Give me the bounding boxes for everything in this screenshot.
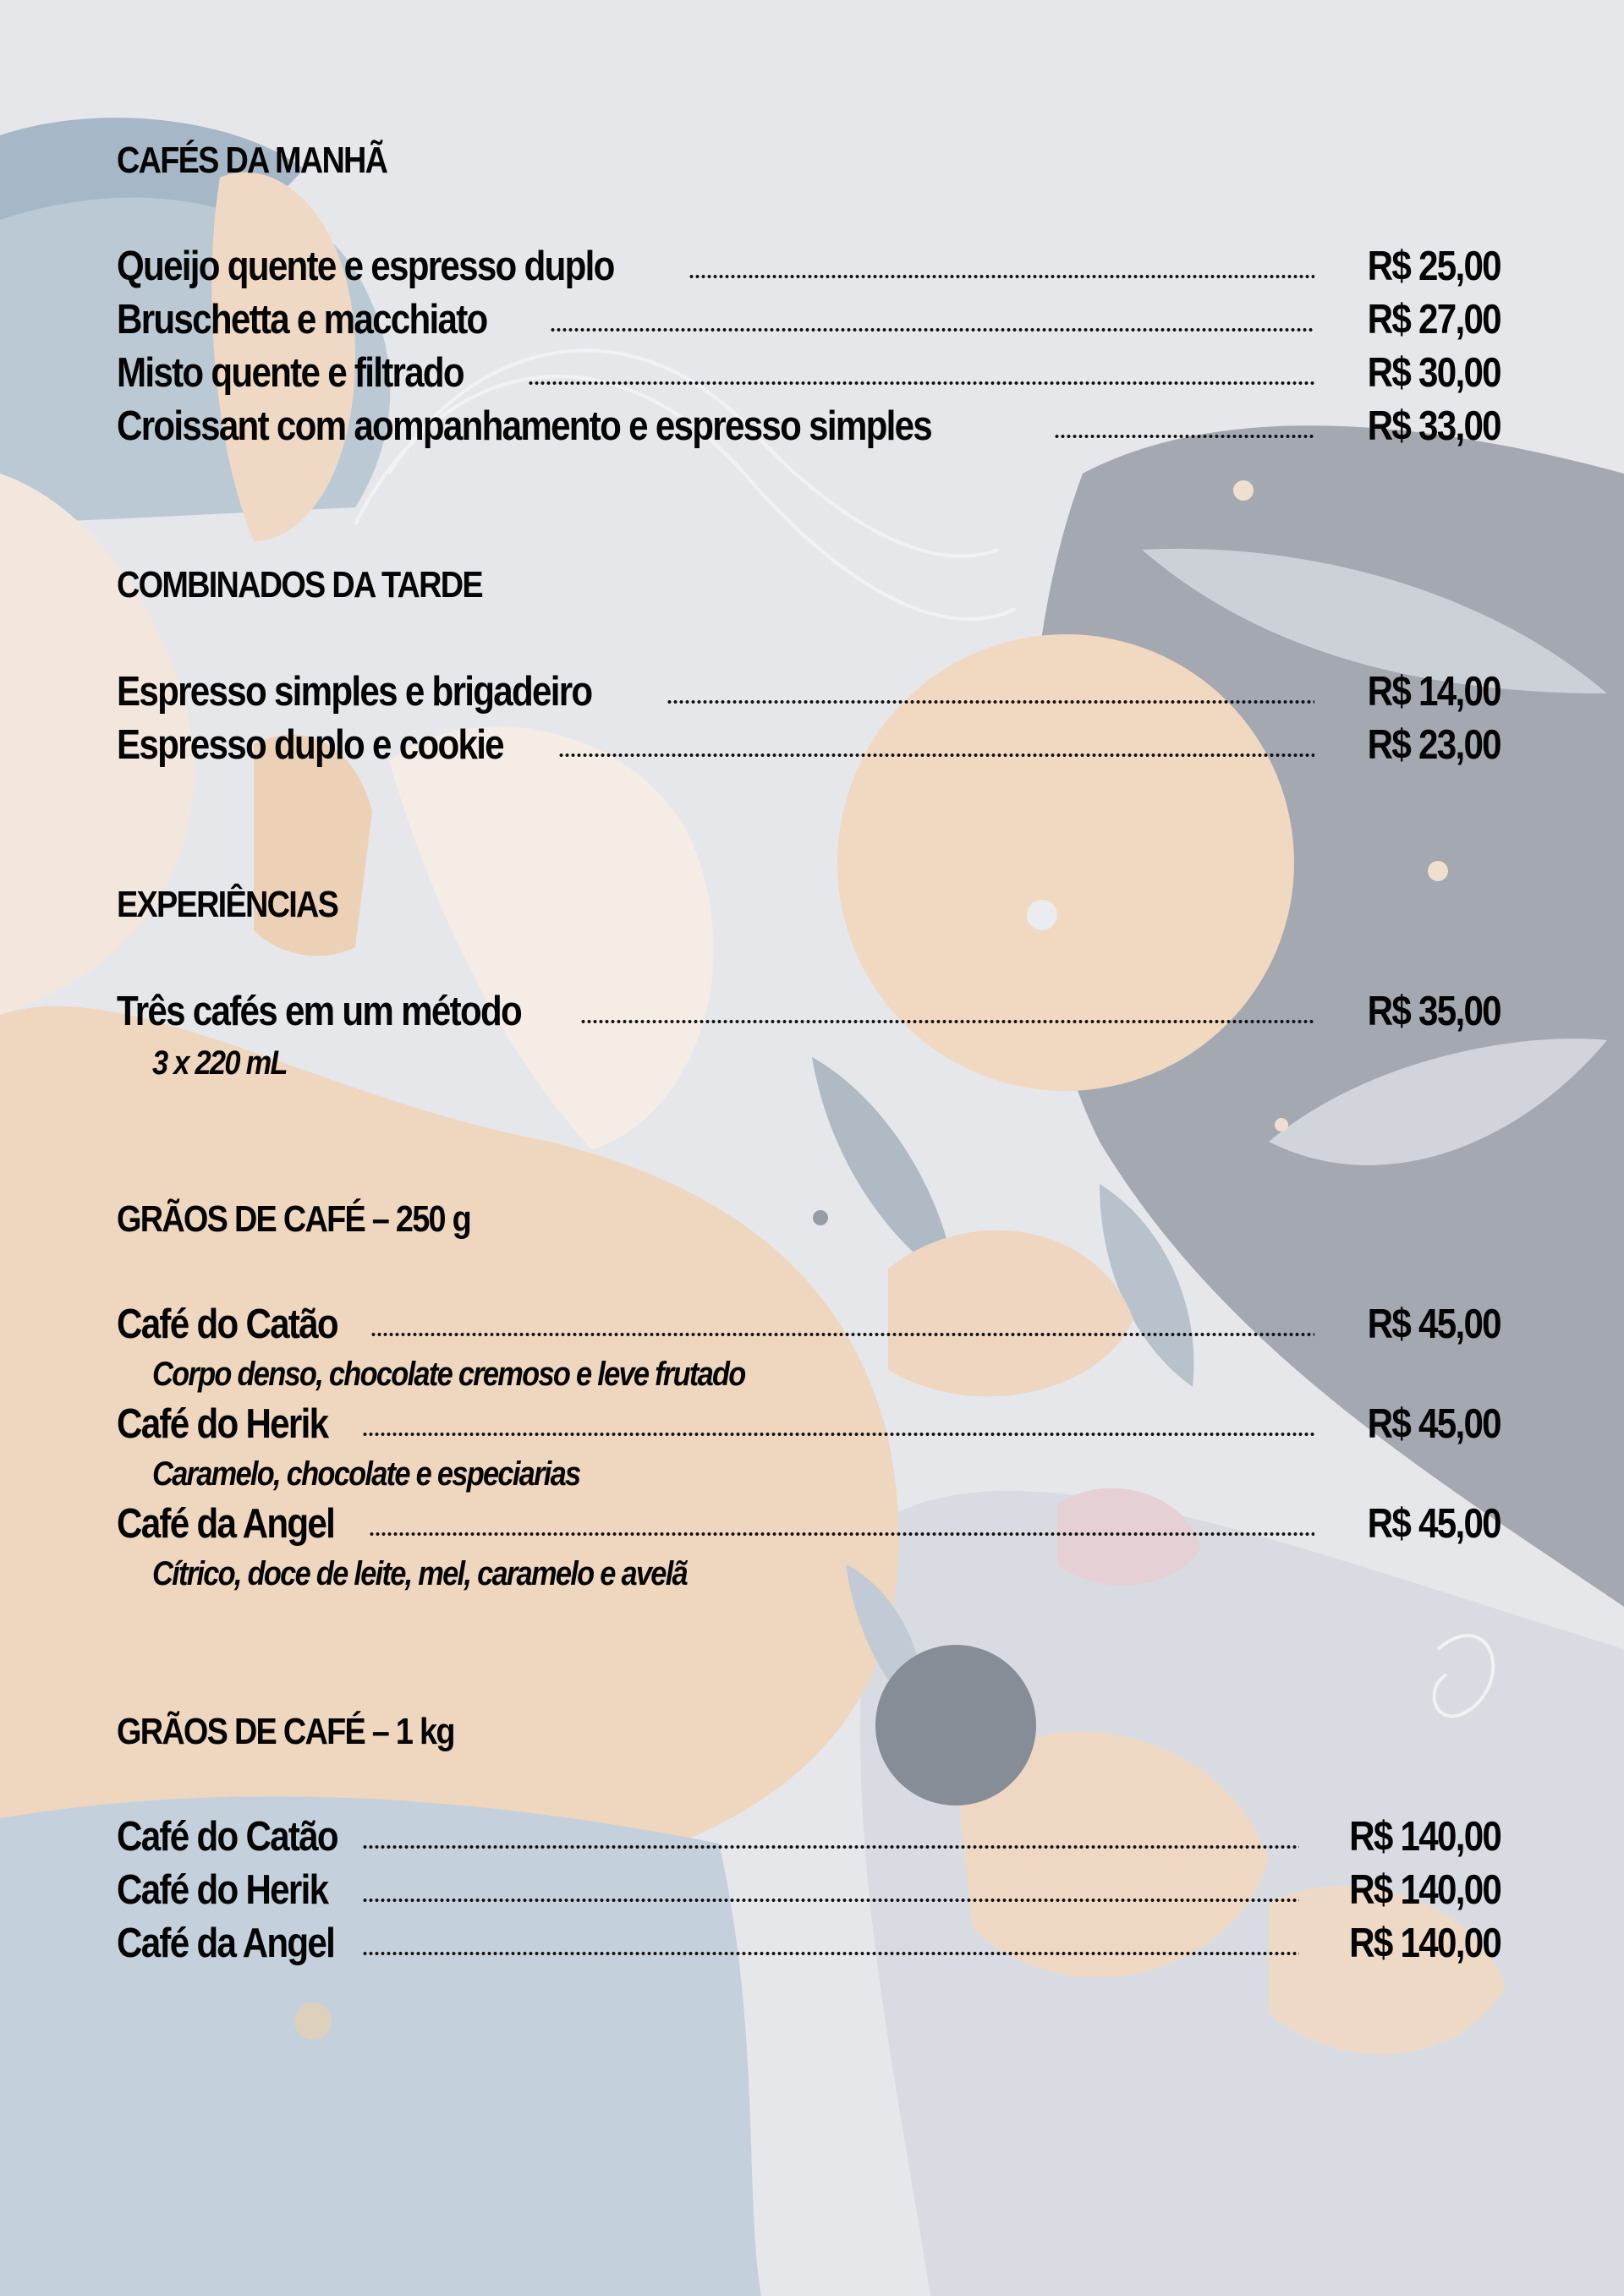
dot-leader bbox=[1054, 432, 1314, 441]
item-description: Corpo denso, chocolate cremoso e leve frutado bbox=[152, 1356, 745, 1393]
item-description: Caramelo, chocolate e especiarias bbox=[152, 1455, 580, 1493]
menu-item bbox=[117, 1299, 1501, 1350]
section-title-graos-1kg: GRÃOS DE CAFÉ – 1 kg bbox=[117, 1711, 454, 1752]
menu-item bbox=[117, 1865, 1501, 1915]
item-price: R$ 35,00 bbox=[1367, 989, 1501, 1034]
dot-leader bbox=[369, 1530, 1314, 1538]
item-name: Misto quente e filtrado bbox=[117, 350, 464, 396]
dot-leader bbox=[362, 1896, 1299, 1904]
item-name: Café da Angel bbox=[117, 1501, 335, 1547]
menu-item bbox=[117, 666, 1501, 717]
item-price: R$ 33,00 bbox=[1367, 403, 1501, 449]
item-name: Espresso simples e brigadeiro bbox=[117, 669, 592, 715]
item-name: Três cafés em um método bbox=[117, 989, 522, 1034]
item-price: R$ 140,00 bbox=[1349, 1921, 1501, 1966]
menu-item bbox=[117, 348, 1501, 398]
menu-item bbox=[117, 1399, 1501, 1449]
menu-item bbox=[117, 720, 1501, 770]
item-price: R$ 30,00 bbox=[1367, 350, 1501, 396]
item-name: Café do Herik bbox=[117, 1401, 328, 1447]
item-name: Croissant com aompanhamento e espresso simples bbox=[117, 403, 932, 449]
dot-leader bbox=[362, 1430, 1314, 1438]
dot-leader bbox=[370, 1330, 1314, 1339]
item-name: Café do Herik bbox=[117, 1867, 328, 1913]
item-price: R$ 45,00 bbox=[1367, 1301, 1501, 1347]
dot-leader bbox=[667, 698, 1314, 706]
item-price: R$ 14,00 bbox=[1367, 669, 1501, 715]
item-name: Bruschetta e macchiato bbox=[117, 297, 487, 342]
item-price: R$ 27,00 bbox=[1367, 297, 1501, 342]
menu-item bbox=[117, 1918, 1501, 1969]
item-description: Cítrico, doce de leite, mel, caramelo e avelã bbox=[152, 1555, 687, 1592]
item-name: Espresso duplo e cookie bbox=[117, 722, 503, 768]
item-description: 3 x 220 mL bbox=[152, 1044, 287, 1082]
dot-leader bbox=[580, 1017, 1314, 1026]
dot-leader bbox=[689, 272, 1314, 281]
menu-item bbox=[117, 1811, 1501, 1862]
dot-leader bbox=[550, 326, 1314, 334]
item-price: R$ 140,00 bbox=[1349, 1867, 1501, 1913]
dot-leader bbox=[528, 379, 1314, 387]
section-title-cafes-da-manha: CAFÉS DA MANHÃ bbox=[117, 140, 387, 181]
menu-item bbox=[117, 401, 1501, 452]
menu-item bbox=[117, 986, 1501, 1037]
dot-leader bbox=[362, 1949, 1299, 1958]
menu-item bbox=[117, 294, 1501, 345]
section-title-combinados-da-tarde: COMBINADOS DA TARDE bbox=[117, 564, 482, 606]
menu-item bbox=[117, 1499, 1501, 1549]
item-price: R$ 45,00 bbox=[1367, 1401, 1501, 1447]
menu-item bbox=[117, 241, 1501, 292]
dot-leader bbox=[558, 751, 1314, 759]
section-title-graos-250g: GRÃOS DE CAFÉ – 250 g bbox=[117, 1198, 471, 1240]
item-price: R$ 23,00 bbox=[1367, 722, 1501, 768]
item-name: Queijo quente e espresso duplo bbox=[117, 244, 614, 289]
item-price: R$ 140,00 bbox=[1349, 1814, 1501, 1860]
item-name: Café da Angel bbox=[117, 1921, 335, 1966]
dot-leader bbox=[362, 1843, 1299, 1851]
item-name: Café do Catão bbox=[117, 1301, 337, 1347]
section-title-experiencias: EXPERIÊNCIAS bbox=[117, 884, 338, 925]
item-price: R$ 45,00 bbox=[1367, 1501, 1501, 1547]
item-name: Café do Catão bbox=[117, 1814, 337, 1860]
item-price: R$ 25,00 bbox=[1367, 244, 1501, 289]
